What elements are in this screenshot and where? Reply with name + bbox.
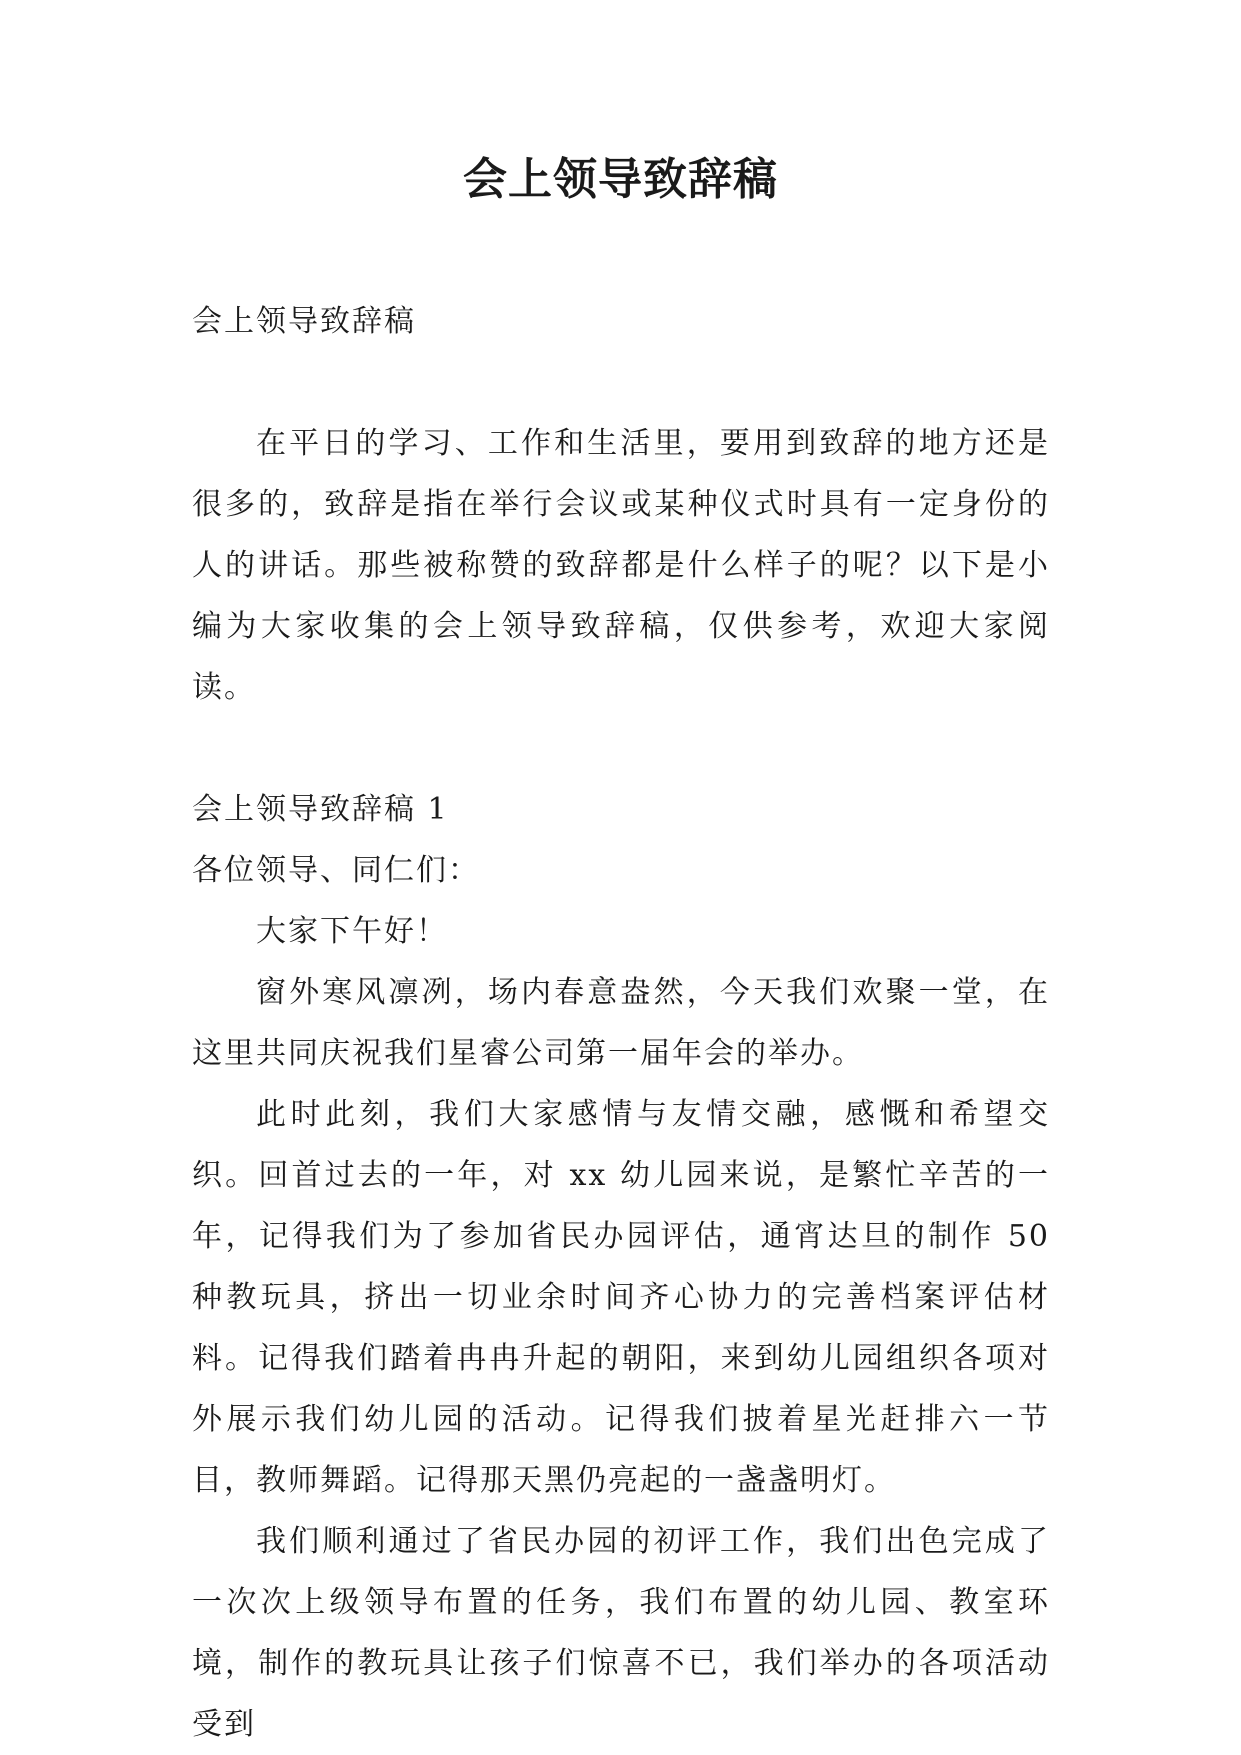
document-title: 会上领导致辞稿 — [463, 154, 778, 205]
body-paragraph: 我们顺利通过了省民办园的初评工作，我们出色完成了一次次上级领导布置的任务，我们布置的幼儿园、教室环境，制作的教玩具让孩子们惊喜不已，我们举办的各项活动受到 — [192, 1524, 1050, 1742]
greeting: 大家下午好！ — [256, 914, 448, 949]
document-body — [192, 291, 1050, 1755]
body-paragraph: 此时此刻，我们大家感情与友情交融，感慨和希望交织。回首过去的一年，对 xx 幼儿园来说，是繁忙辛苦的一年，记得我们为了参加省民办园评估，通宵达旦的制作 50 种教玩具，挤出一切业余时间齐心协力的完善档案评估材料。记得我们踏着冉冉升起的朝阳，来到幼儿园组织各项对外展示我们幼儿园的活动。记得我们披着星光赶排六一节目，教师舞蹈。记得那天黑仍亮起的一盏盏明灯。 — [192, 1097, 1050, 1498]
section-heading: 会上领导致辞稿 1 — [192, 792, 449, 827]
salutation: 各位领导、同仁们： — [192, 853, 480, 888]
body-paragraph: 窗外寒风凛冽，场内春意盎然，今天我们欢聚一堂，在这里共同庆祝我们星睿公司第一届年会的举办。 — [192, 975, 1050, 1071]
document-subtitle: 会上领导致辞稿 — [192, 304, 416, 339]
intro-paragraph: 在平日的学习、工作和生活里，要用到致辞的地方还是很多的，致辞是指在举行会议或某种仪式时具有一定身份的人的讲话。那些被称赞的致辞都是什么样子的呢？以下是小编为大家收集的会上领导致辞稿，仅供参考，欢迎大家阅读。 — [192, 426, 1050, 705]
